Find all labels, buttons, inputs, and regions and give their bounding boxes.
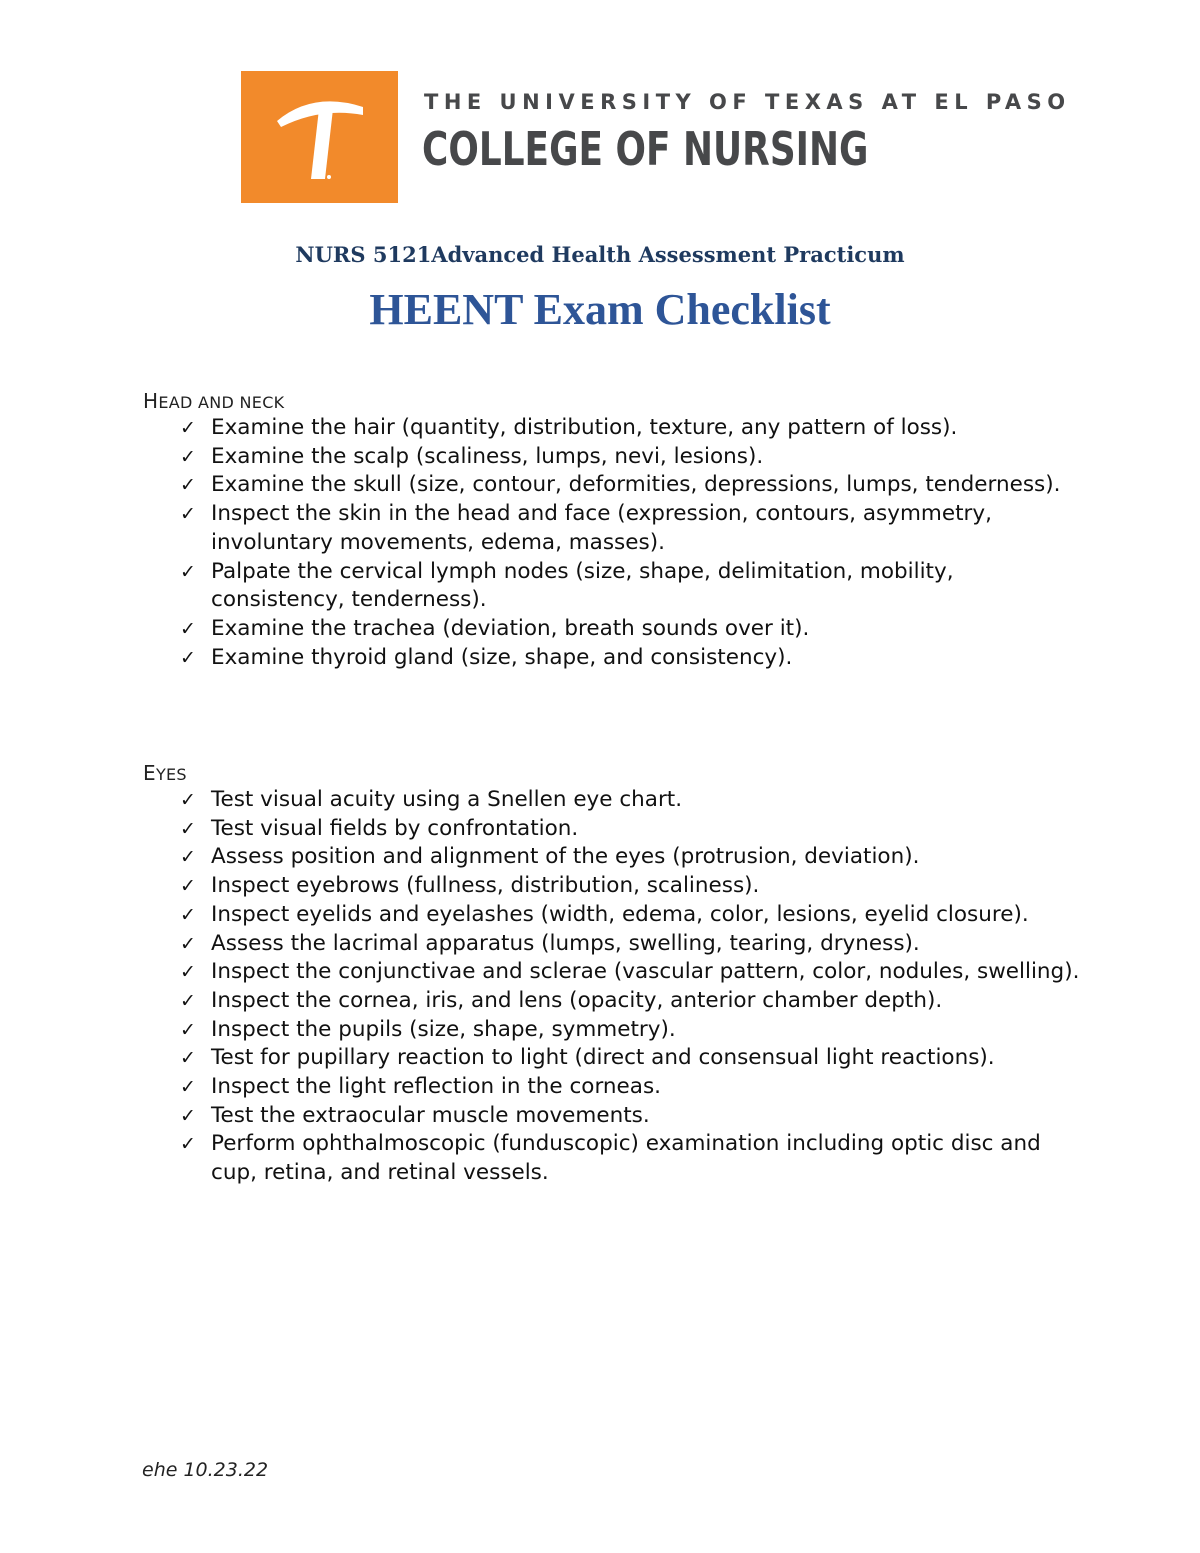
list-item: ✓ Inspect the cornea, iris, and lens (opacity, anterior chamber depth).	[0, 987, 1081, 1016]
checkmark-icon: ✓	[180, 1104, 196, 1127]
checkmark-icon: ✓	[180, 445, 196, 468]
list-item: ✓ Test the extraocular muscle movements.	[0, 1102, 1081, 1131]
checkmark-icon: ✓	[180, 503, 196, 526]
course-title: NURS 5121Advanced Health Assessment Practicum	[295, 242, 905, 267]
list-item: ✓ Test for pupillary reaction to light (direct and consensual light reactions).	[0, 1044, 1081, 1073]
list-item: ✓ Inspect eyelids and eyelashes (width, edema, color, lesions, eyelid closure).	[0, 901, 1081, 930]
section-heading-head-neck: HEAD AND NECK	[143, 389, 285, 413]
logo-university-text: THE UNIVERSITY OF TEXAS AT EL PASO	[424, 90, 1071, 114]
list-item: ✓ Inspect eyebrows (fullness, distribution, scaliness).	[0, 872, 1081, 901]
pickaxe-t-icon	[241, 71, 398, 203]
list-item: ✓ Examine the scalp (scaliness, lumps, nevi, lesions).	[0, 443, 1081, 472]
checkmark-icon: ✓	[180, 903, 196, 926]
list-item: ✓ Examine the trachea (deviation, breath sounds over it).	[0, 615, 1081, 644]
list-item: ✓ Inspect the skin in the head and face (expression, contours, asymmetry, involuntary movements, edema, masses).	[180, 501, 992, 555]
list-item: ✓ Perform ophthalmoscopic (funduscopic) examination including optic disc and cup, retina, and retinal vessels.	[180, 1131, 1041, 1186]
checkmark-icon: ✓	[180, 1018, 196, 1041]
checkmark-icon: ✓	[180, 617, 196, 640]
list-item: ✓ Examine thyroid gland (size, shape, and consistency).	[0, 644, 1081, 673]
checklist-eyes	[0, 786, 1081, 1188]
list-item: ✓ Inspect the light reflection in the corneas.	[0, 1073, 1081, 1102]
checkmark-icon: ✓	[180, 1047, 196, 1070]
checkmark-icon: ✓	[180, 846, 196, 869]
list-item: ✓ Examine the skull (size, contour, deformities, depressions, lumps, tenderness).	[0, 471, 1081, 500]
document-title: HEENT Exam Checklist	[369, 285, 831, 334]
list-item: ✓ Palpate the cervical lymph nodes (size, shape, delimitation, mobility, consistency, tenderness).	[180, 558, 954, 613]
checkmark-icon: ✓	[180, 875, 196, 898]
list-item: ✓ Examine the hair (quantity, distribution, texture, any pattern of loss).	[0, 414, 1081, 443]
checkmark-icon: ✓	[180, 417, 196, 439]
checkmark-icon: ✓	[180, 646, 196, 669]
checkmark-icon: ✓	[180, 961, 196, 984]
checkmark-icon: ✓	[180, 932, 196, 955]
list-item: ✓ Inspect the conjunctivae and sclerae (vascular pattern, color, nodules, swelling).	[0, 958, 1081, 987]
checkmark-icon: ✓	[180, 1133, 196, 1156]
checkmark-icon: ✓	[180, 817, 196, 840]
list-item: ✓ Inspect the pupils (size, shape, symmetry).	[0, 1016, 1081, 1045]
list-item: ✓ Assess the lacrimal apparatus (lumps, swelling, tearing, dryness).	[0, 930, 1081, 959]
checkmark-icon: ✓	[180, 789, 196, 811]
checkmark-icon: ✓	[180, 474, 196, 497]
list-item: ✓ Test visual acuity using a Snellen eye chart.	[0, 786, 1081, 815]
section-heading-eyes: EYES	[143, 761, 187, 785]
checkmark-icon: ✓	[180, 560, 196, 583]
list-item: ✓ Test visual fields by confrontation.	[0, 815, 1081, 844]
checkmark-icon: ✓	[180, 989, 196, 1012]
checkmark-icon: ✓	[180, 1076, 196, 1099]
footer-revision: ehe 10.23.22	[142, 1459, 269, 1481]
logo-college-text: COLLEGE OF NURSING	[422, 122, 869, 176]
utep-logo	[241, 71, 398, 203]
list-item: ✓ Assess position and alignment of the eyes (protrusion, deviation).	[0, 843, 1081, 872]
checklist-head-neck	[0, 414, 1081, 672]
